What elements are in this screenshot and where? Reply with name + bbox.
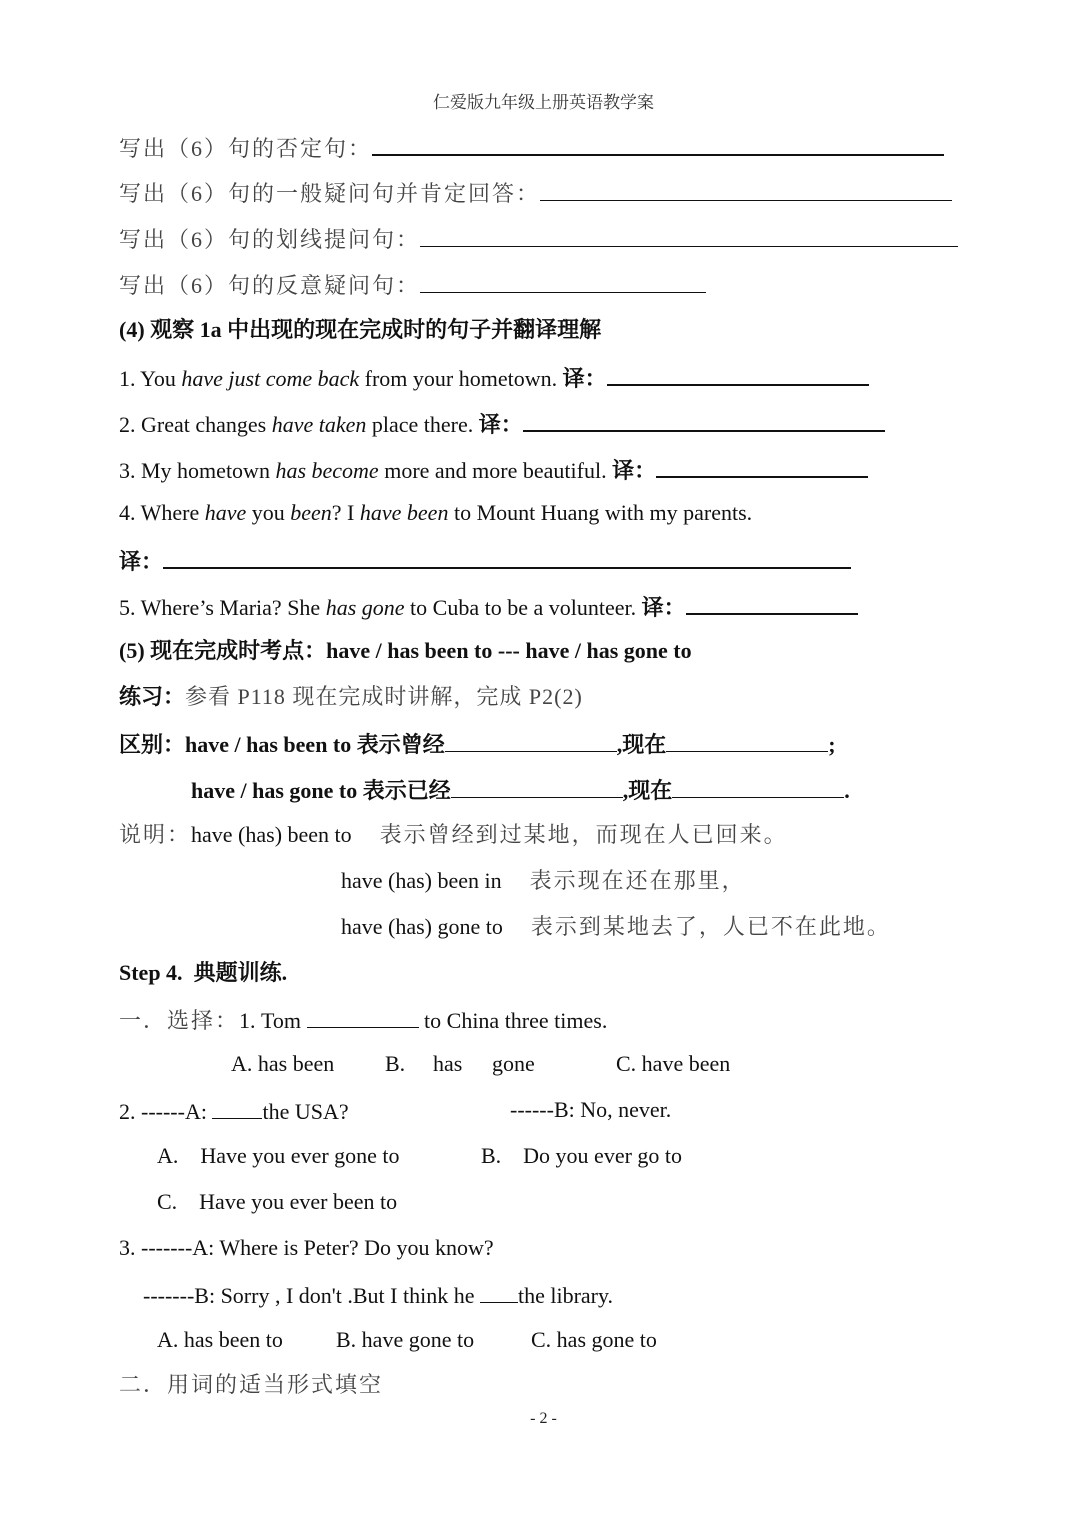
q6-underline-label: 写出（6）句的划线提问句： (119, 227, 421, 252)
page-header: 仁爱版九年级上册英语教学案 (433, 93, 654, 112)
question-3: 3. -------A: Where is Peter? Do you know? (119, 1235, 494, 1260)
text: more and more beautiful. (378, 458, 613, 483)
part2-label: 二．用词的适当形式填空 (119, 1372, 384, 1397)
text: from your hometown. (359, 366, 563, 391)
highlight: have been (359, 500, 449, 525)
question-3-reply (143, 1280, 613, 1310)
section5-title: (5) 现在完成时考点：have / has been to --- have / has gone to (119, 638, 692, 663)
answer-blank[interactable] (445, 729, 617, 752)
q6-yesno-label: 写出（6）句的一般疑问句并肯定回答： (119, 181, 541, 206)
text: the USA? (262, 1099, 349, 1124)
text: have / has been to 表示曾经 (185, 732, 445, 757)
q2-reply: ------B: No, never. (510, 1097, 672, 1122)
translate-label: 译： (119, 549, 164, 574)
text: to Cuba to be a volunteer. (404, 595, 642, 620)
q1-option-b[interactable]: B. (385, 1051, 406, 1076)
text: have (has) been to (191, 822, 352, 847)
question-2 (119, 1096, 349, 1126)
text: 1. You (119, 366, 182, 391)
question-1 (119, 1005, 607, 1035)
answer-blank[interactable] (372, 132, 944, 156)
text: -------B: Sorry , I don't .But I think he (143, 1283, 480, 1308)
practice-line (119, 683, 583, 711)
translate-label: 译： (478, 412, 523, 437)
difference-label: 区别： (119, 732, 186, 757)
answer-blank[interactable] (656, 454, 868, 478)
sentence-5 (119, 591, 858, 622)
q6-underline-line (119, 224, 958, 254)
text: to China three times. (418, 1008, 608, 1033)
highlight: has become (275, 458, 379, 483)
answer-blank[interactable] (607, 362, 869, 386)
text: to Mount Huang with my parents. (448, 500, 753, 525)
answer-blank[interactable] (163, 545, 851, 569)
answer-blank[interactable] (480, 1280, 518, 1303)
answer-blank[interactable] (540, 178, 952, 201)
answer-blank[interactable] (420, 224, 958, 247)
text: have / has gone to 表示已经 (191, 778, 451, 803)
highlight: have (204, 500, 247, 525)
text: 2. ------A: (119, 1099, 213, 1124)
q3-option-a[interactable]: A. has been to (157, 1327, 283, 1352)
text: ? I (331, 500, 360, 525)
practice-label: 练习： (119, 684, 186, 709)
answer-blank[interactable] (212, 1096, 262, 1119)
note-label: 说明： (119, 822, 192, 847)
difference-line-2 (191, 775, 850, 805)
q1-option-b-word1: has (433, 1051, 463, 1076)
text: 表示现在还在那里， (529, 868, 746, 893)
text: 4. Where (119, 500, 205, 525)
text: have (has) gone to (341, 914, 503, 939)
highlight: has gone (325, 595, 405, 620)
translate-label: 译： (641, 595, 686, 620)
highlight: have taken (271, 412, 367, 437)
sentence-4-translate (119, 545, 851, 576)
text: the library. (517, 1283, 614, 1308)
q6-tag-label: 写出（6）句的反意疑问句： (119, 273, 421, 298)
text: Step 4. (119, 960, 183, 985)
highlight: been (290, 500, 332, 525)
answer-blank[interactable] (307, 1005, 419, 1028)
translate-label: 译： (612, 458, 657, 483)
sentence-3 (119, 454, 868, 485)
text: 5. Where’s Maria? She (119, 595, 326, 620)
text: you (246, 500, 291, 525)
text: ,现在 (616, 732, 667, 757)
highlight: have just come back (181, 366, 360, 391)
text: . (844, 778, 850, 803)
text: 1. Tom (239, 1008, 307, 1033)
text: 3. My hometown (119, 458, 276, 483)
q6-negative-line (119, 132, 944, 163)
q2-option-c[interactable]: C. Have you ever been to (157, 1189, 398, 1214)
note-line-1 (119, 821, 788, 849)
answer-blank[interactable] (451, 775, 623, 798)
sentence-2 (119, 408, 885, 439)
text: have (has) been in (341, 868, 502, 893)
q6-tag-line (119, 270, 706, 300)
answer-blank[interactable] (672, 775, 844, 798)
q6-yesno-line (119, 178, 952, 208)
q1-option-b-word2: gone (492, 1051, 535, 1076)
q1-option-a[interactable]: A. has been (231, 1051, 335, 1076)
answer-blank[interactable] (420, 270, 706, 293)
page-number: - 2 - (530, 1410, 557, 1427)
q2-option-b[interactable]: B. Do you ever go to (481, 1143, 683, 1168)
q3-option-c[interactable]: C. has gone to (531, 1327, 657, 1352)
answer-blank[interactable] (666, 729, 828, 752)
text: 表示到某地去了，人已不在此地。 (530, 914, 891, 939)
note-line-3 (341, 913, 891, 941)
q2-option-a[interactable]: A. Have you ever gone to (157, 1143, 400, 1168)
text: 典题训练. (193, 960, 288, 985)
q6-negative-label: 写出（6）句的否定句： (119, 136, 373, 161)
sentence-1 (119, 362, 869, 393)
q3-option-b[interactable]: B. have gone to (336, 1327, 475, 1352)
answer-blank[interactable] (686, 591, 858, 615)
part1-label: 一．选择： (119, 1008, 240, 1033)
q1-option-c[interactable]: C. have been (616, 1051, 731, 1076)
text: 表示曾经到过某地，而现在人已回来。 (379, 822, 788, 847)
translate-label: 译： (562, 366, 607, 391)
text: ; (828, 732, 836, 757)
practice-text: 参看 P118 现在完成时讲解，完成 P2(2) (185, 684, 583, 709)
step4-title (119, 959, 287, 987)
sentence-4 (119, 499, 752, 527)
text: place there. (366, 412, 479, 437)
text: ,现在 (622, 778, 673, 803)
answer-blank[interactable] (523, 408, 885, 432)
difference-line-1 (119, 729, 836, 759)
note-line-2 (341, 867, 746, 895)
section4-title: (4) 观察 1a 中出现的现在完成时的句子并翻译理解 (119, 317, 602, 342)
text: 2. Great changes (119, 412, 272, 437)
